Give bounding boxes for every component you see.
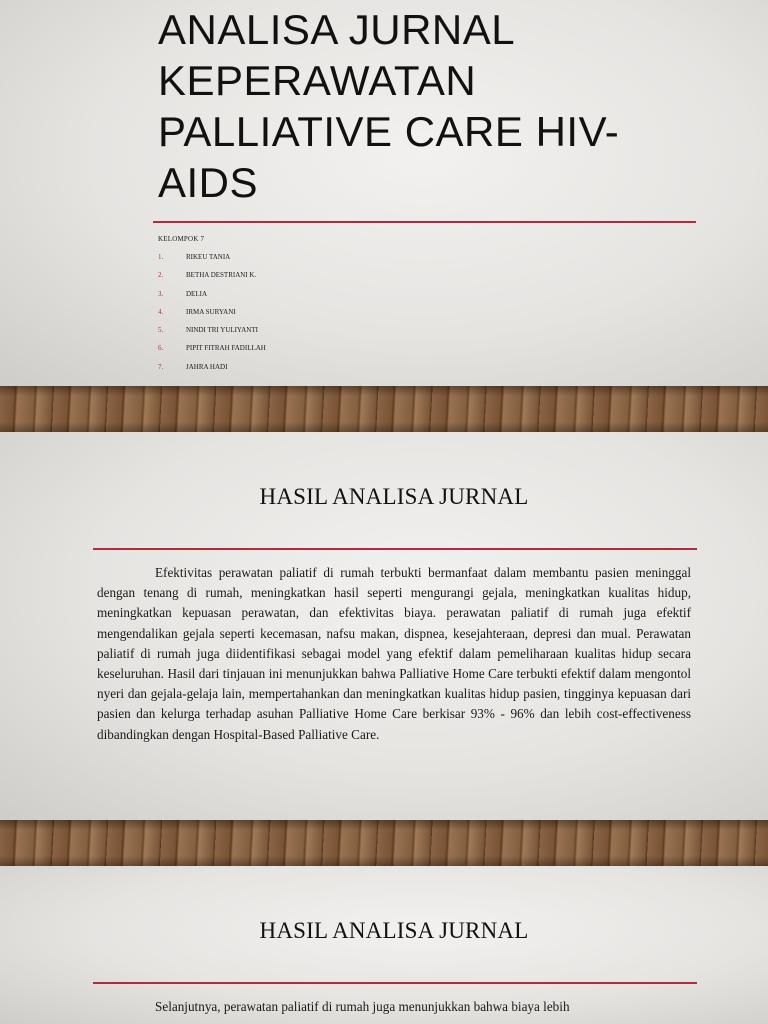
member-name: DELIA — [186, 289, 207, 298]
slide-results-2[interactable] — [0, 866, 768, 1024]
heading-divider — [93, 982, 697, 984]
member-number: 7. — [158, 362, 164, 371]
section-heading: HASIL ANALISA JURNAL — [259, 918, 529, 943]
heading-divider — [93, 548, 697, 550]
presentation-title: ANALISA JURNAL KEPERAWATAN PALLIATIVE CARE HIV-AIDS — [158, 6, 620, 206]
slide-results-1[interactable] — [0, 432, 768, 820]
wood-floor-decoration — [0, 820, 768, 866]
member-number: 2. — [158, 271, 164, 280]
member-name: RIKEU TANIA — [186, 253, 231, 261]
body-paragraph: Selanjutnya, perawatan paliatif di rumah juga menunjukkan bahwa biaya lebih — [155, 999, 570, 1014]
title-divider — [153, 221, 696, 223]
member-name: NINDI TRI YULIYANTI — [186, 326, 258, 335]
wood-floor-decoration — [0, 386, 768, 432]
member-number: 4. — [158, 307, 164, 316]
member-number: 6. — [158, 344, 164, 353]
member-name: JAHRA HADI — [186, 362, 228, 371]
member-number: 3. — [158, 289, 164, 298]
group-label: KELOMPOK 7 — [158, 235, 205, 243]
body-paragraph: Efektivitas perawatan paliatif di rumah terbukti bermanfaat dalam membantu pasien meninggal dengan tenang di rumah, meningkatkan hasil seperti mengurangi gejala, meningkatkan kualitas hidup, meningkatkan kepuasan perawatan, dan efektivitas biaya. perawatan paliatif di rumah juga efektif mengendalikan gejala seperti kecemasan, nafsu makan, dispnea, kesejahteraan, depresi dan mual. Perawatan paliatif di rumah juga diidentifikasi sebagai model yang efektif dalam pemeliharaan kualitas hidup secara keseluruhan. Hasil dari tinjauan ini menunjukkan bahwa Palliative Home Care terbukti efektif dalam mengontol nyeri dan gejala-gelaja lain, mempertahankan dan meningkatkan kualitas hidup pasien, tingginya kepuasan dari pasien dan kelurga terhadap asuhan Palliative Home Care berkisar 93% - 96% dan lebih cost-effectiveness dibandingkan dengan Hospital-Based Palliative Care. — [97, 565, 691, 742]
slide-title[interactable] — [0, 0, 768, 386]
member-name: BETHA DESTRIANI K. — [186, 271, 257, 280]
member-number: 5. — [158, 326, 164, 335]
section-heading: HASIL ANALISA JURNAL — [259, 484, 529, 509]
member-number: 1. — [158, 253, 164, 261]
member-name: IRMA SURYANI — [186, 307, 236, 316]
member-name: PIPIT FITRAH FADILLAH — [186, 344, 266, 353]
